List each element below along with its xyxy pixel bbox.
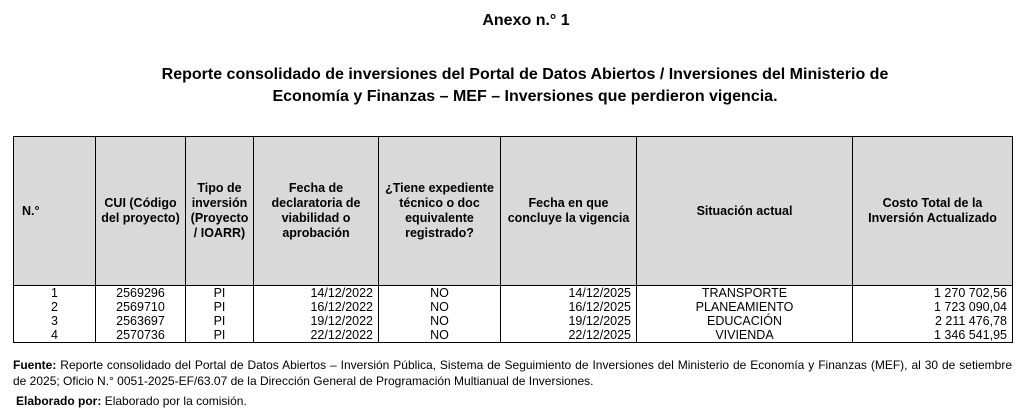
- cell-viability-date: 19/12/2022: [254, 314, 379, 328]
- source-text: Reporte consolidado del Portal de Datos Abiertos – Inversión Pública, Sistema de Seguimiento de Inversiones del Ministerio de Economía y Finanzas (MEF), al 30 de setiembre de 2025; Oficio N.° 0051-2025-EF/63.07 de la Dirección General de Programación Multianual de Inversiones.: [13, 358, 1012, 388]
- source-label: Fuente:: [13, 358, 57, 372]
- header-number: N.°: [14, 137, 96, 286]
- cell-technical-file: NO: [379, 314, 501, 328]
- report-title-line1: Reporte consolidado de inversiones del Portal de Datos Abiertos / Inversiones del Ministerio de: [161, 66, 889, 83]
- cell-cui: 2569710: [96, 300, 186, 314]
- cell-status: EDUCACIÓN: [637, 314, 853, 328]
- header-expiry-date: Fecha en que concluye la vigencia: [501, 137, 637, 286]
- cell-type: PI: [186, 314, 254, 328]
- cell-expiry-date: 16/12/2025: [501, 300, 637, 314]
- source-note: [13, 357, 1012, 389]
- cell-cui: 2569296: [96, 286, 186, 301]
- investments-table: [13, 136, 1013, 343]
- cell-technical-file: NO: [379, 286, 501, 301]
- cell-number: 2: [14, 300, 96, 314]
- cell-cost: 1 270 702,56: [853, 286, 1013, 301]
- cell-viability-date: 14/12/2022: [254, 286, 379, 301]
- cell-technical-file: NO: [379, 300, 501, 314]
- cell-cui: 2563697: [96, 314, 186, 328]
- table-row: [14, 300, 1013, 314]
- header-total-cost: Costo Total de la Inversión Actualizado: [853, 137, 1013, 286]
- report-title-line2: Economía y Finanzas – MEF – Inversiones que perdieron vigencia.: [272, 88, 778, 105]
- cell-viability-date: 16/12/2022: [254, 300, 379, 314]
- header-viability-date: Fecha de declaratoria de viabilidad o aprobación: [254, 137, 379, 286]
- report-title: [120, 64, 930, 108]
- cell-number: 1: [14, 286, 96, 301]
- cell-type: PI: [186, 300, 254, 314]
- header-investment-type: Tipo de inversión (Proyecto / IOARR): [186, 137, 254, 286]
- elaborated-label: Elaborado por:: [16, 394, 102, 408]
- header-current-status: Situación actual: [637, 137, 853, 286]
- cell-status: TRANSPORTE: [637, 286, 853, 301]
- cell-viability-date: 22/12/2022: [254, 328, 379, 343]
- elaborated-text: Elaborado por la comisión.: [104, 394, 247, 408]
- cell-type: PI: [186, 286, 254, 301]
- cell-status: VIVIENDA: [637, 328, 853, 343]
- cell-cost: 1 346 541,95: [853, 328, 1013, 343]
- cell-technical-file: NO: [379, 328, 501, 343]
- cell-cost: 1 723 090,04: [853, 300, 1013, 314]
- cell-cui: 2570736: [96, 328, 186, 343]
- header-technical-file: ¿Tiene expediente técnico o doc equivalente registrado?: [379, 137, 501, 286]
- elaborated-note: [16, 393, 247, 409]
- table-row: [14, 286, 1013, 301]
- header-cui: CUI (Código del proyecto): [96, 137, 186, 286]
- annex-title: Anexo n.° 1: [482, 12, 570, 29]
- table-row: [14, 314, 1013, 328]
- cell-number: 4: [14, 328, 96, 343]
- cell-expiry-date: 22/12/2025: [501, 328, 637, 343]
- cell-expiry-date: 19/12/2025: [501, 314, 637, 328]
- cell-cost: 2 211 476,78: [853, 314, 1013, 328]
- table-row: [14, 328, 1013, 343]
- cell-expiry-date: 14/12/2025: [501, 286, 637, 301]
- header-row: [14, 137, 1013, 286]
- cell-number: 3: [14, 314, 96, 328]
- cell-type: PI: [186, 328, 254, 343]
- cell-status: PLANEAMIENTO: [637, 300, 853, 314]
